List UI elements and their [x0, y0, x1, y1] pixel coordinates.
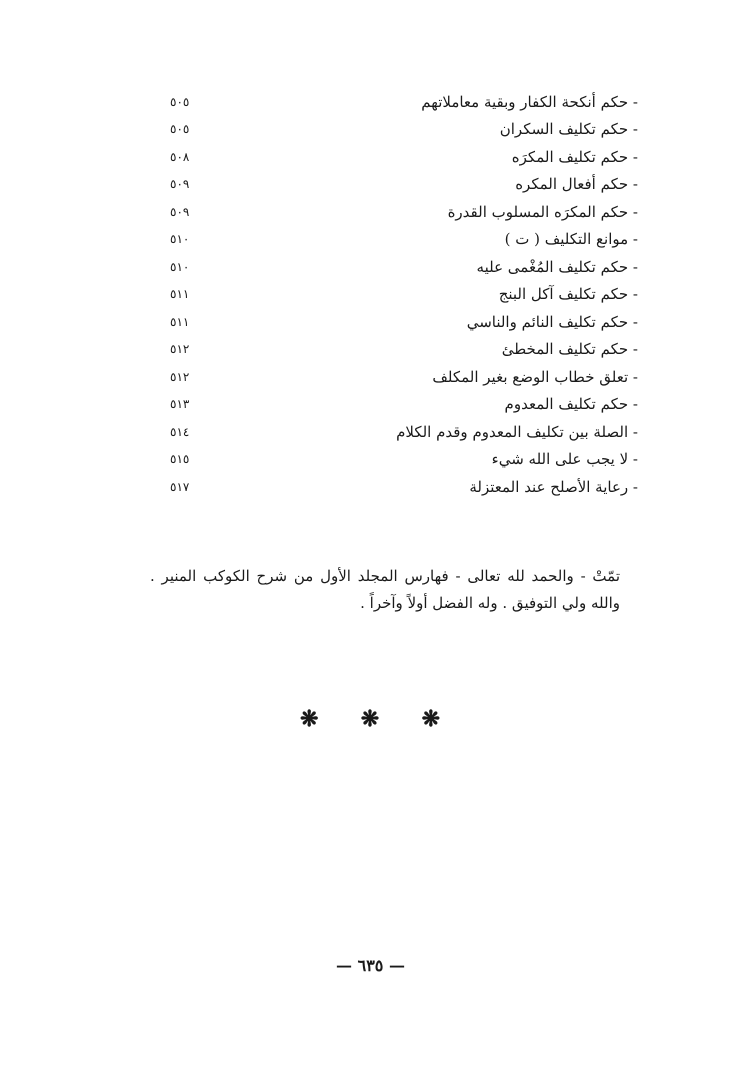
toc-entry-page: ٥٠٩: [170, 204, 190, 219]
toc-entry: [170, 88, 638, 116]
toc-entry-page: ٥٠٨: [170, 149, 190, 164]
toc-entry-title: - حكم تكليف النائم والناسي: [466, 312, 638, 331]
toc-entry: [170, 253, 638, 281]
toc-entry-page: ٥١١: [170, 314, 190, 329]
closing-paragraph: تمّتْ - والحمد لله تعالى - فهارس المجلد الأول من شرح الكوكب المنير . والله ولي التوفيق . وله الفضل أولاً وآخراً .: [150, 567, 620, 612]
toc-entry: [170, 116, 638, 144]
toc-entry: [170, 226, 638, 254]
toc-entry-title: - حكم تكليف السكران: [499, 120, 638, 139]
page-number: — ٦٣٥ —: [336, 956, 405, 975]
toc-entry-title: - رعاية الأصلح عند المعتزلة: [469, 477, 638, 496]
toc-entry-title: - لا يجب على الله شيء: [491, 450, 638, 469]
toc-entry: [170, 446, 638, 474]
toc-entry-page: ٥١٢: [170, 369, 190, 384]
toc-entry-page: ٥١٠: [170, 259, 190, 274]
toc-entry-title: - حكم تكليف المكرَه: [511, 147, 638, 166]
toc-entry-page: ٥١٧: [170, 479, 190, 494]
toc-entry-page: ٥١١: [170, 287, 190, 302]
toc-entry-page: ٥٠٥: [170, 122, 190, 137]
toc-entry-title: - حكم المكرَه المسلوب القدرة: [447, 202, 638, 221]
toc-entry-title: - حكم تكليف آكل البنج: [498, 285, 638, 304]
toc-entry-page: ٥١٥: [170, 452, 190, 467]
table-of-contents: [170, 88, 638, 501]
toc-entry: [170, 198, 638, 226]
toc-entry: [170, 473, 638, 501]
toc-entry-page: ٥١٤: [170, 424, 190, 439]
toc-entry: [170, 418, 638, 446]
section-divider: [300, 706, 440, 732]
toc-entry-page: ٥٠٥: [170, 94, 190, 109]
toc-entry: [170, 308, 638, 336]
toc-entry: [170, 171, 638, 199]
toc-entry-page: ٥١٣: [170, 397, 190, 412]
toc-entry: [170, 391, 638, 419]
toc-entry-page: ٥١٢: [170, 342, 190, 357]
toc-entry-page: ٥١٠: [170, 232, 190, 247]
toc-entry: [170, 143, 638, 171]
toc-entry: [170, 336, 638, 364]
asterisk-ornament-icon: ❋: [360, 706, 380, 732]
toc-entry-page: ٥٠٩: [170, 177, 190, 192]
toc-entry-title: - حكم تكليف المعدوم: [504, 395, 638, 414]
toc-entry-title: - تعلق خطاب الوضع بغير المكلف: [432, 367, 638, 386]
asterisk-ornament-icon: ❋: [421, 706, 440, 732]
toc-entry-title: - حكم تكليف المخطئ: [501, 340, 638, 359]
toc-entry-title: - موانع التكليف ( ت ): [504, 230, 638, 249]
toc-entry-title: - حكم أنكحة الكفار وبقية معاملاتهم: [421, 92, 638, 111]
toc-entry-title: - الصلة بين تكليف المعدوم وقدم الكلام: [396, 422, 638, 441]
asterisk-ornament-icon: ❋: [300, 706, 319, 732]
toc-entry-title: - حكم أفعال المكره: [515, 175, 638, 194]
toc-entry: [170, 363, 638, 391]
toc-entry: [170, 281, 638, 309]
toc-entry-title: - حكم تكليف المُغْمى عليه: [476, 257, 638, 276]
